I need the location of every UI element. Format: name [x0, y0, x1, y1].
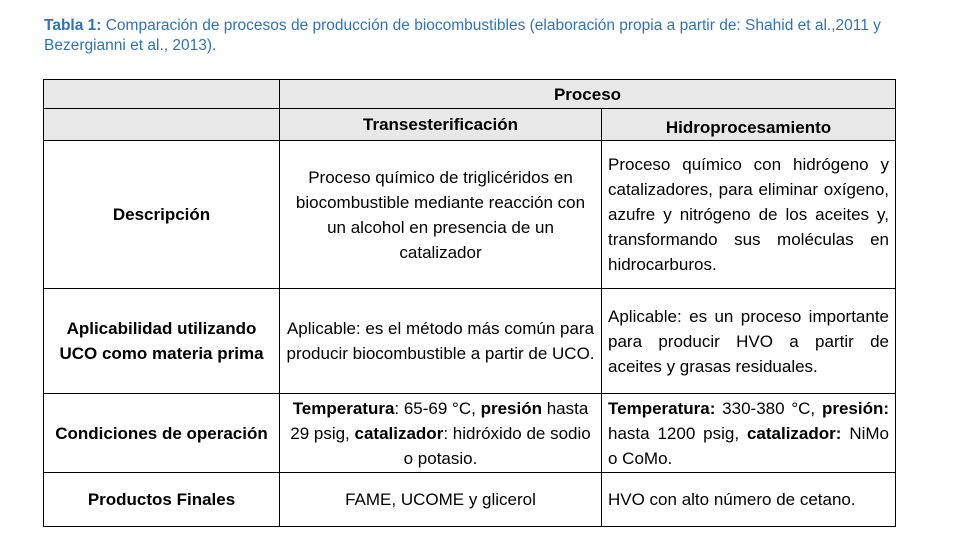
pressure-value: hasta 29 psig, [290, 398, 589, 443]
row-label-condiciones: Condiciones de operación [44, 394, 280, 473]
column-header-hidroprocesamiento: Hidroprocesamiento [602, 109, 896, 141]
cell-condiciones-trans [280, 394, 602, 473]
table-row [44, 394, 896, 473]
comparison-table [43, 79, 896, 527]
catalyst-value: NiMo o CoMo. [608, 423, 889, 468]
catalyst-label: catalizador [354, 423, 444, 443]
pressure-label: presión [480, 398, 542, 418]
pressure-label: presión: [821, 398, 889, 418]
column-header-transesterificacion: Transesterificación [280, 109, 602, 141]
temperature-label: Temperatura: [608, 398, 716, 418]
group-header: Proceso [280, 80, 896, 109]
pressure-value: hasta 1200 psig, [608, 423, 747, 443]
row-label-productos: Productos Finales [44, 473, 280, 527]
table-caption [44, 16, 924, 56]
empty-corner-cell [44, 80, 280, 109]
cell-descripcion-trans: Proceso químico de triglicéridos en biocombustible mediante reacción con un alcohol en presencia de un catalizador [280, 141, 602, 289]
table-row [44, 80, 896, 109]
catalyst-label: catalizador: [746, 423, 842, 443]
table-row [44, 141, 896, 289]
temperature-value: : 65-69 °C, [394, 398, 481, 418]
temperature-label: Temperatura [292, 398, 395, 418]
row-label-descripcion: Descripción [44, 141, 280, 289]
catalyst-value: : hidróxido de sodio o potasio. [403, 423, 591, 468]
empty-corner-cell [44, 109, 280, 141]
cell-productos-hidro: HVO con alto número de cetano. [602, 473, 896, 527]
caption-text: Comparación de procesos de producción de biocombustibles (elaboración propia a partir de: Shahid et al.,2011 y Bezergianni et al., 2013). [44, 17, 881, 54]
cell-condiciones-hidro [602, 394, 896, 473]
table-row [44, 473, 896, 527]
cell-descripcion-hidro: Proceso químico con hidrógeno y catalizadores, para eliminar oxígeno, azufre y nitrógeno de los aceites y, transformando sus moléculas en hidrocarburos. [602, 141, 896, 289]
cell-productos-trans: FAME, UCOME y glicerol [280, 473, 602, 527]
cell-aplicabilidad-hidro: Aplicable: es un proceso importante para producir HVO a partir de aceites y grasas residuales. [602, 289, 896, 394]
caption-label: Tabla 1: [44, 17, 102, 34]
row-label-aplicabilidad: Aplicabilidad utilizando UCO como materia prima [44, 289, 280, 394]
temperature-value: 330-380 °C, [715, 398, 822, 418]
table-row [44, 289, 896, 394]
table-row [44, 109, 896, 141]
cell-aplicabilidad-trans: Aplicable: es el método más común para producir biocombustible a partir de UCO. [280, 289, 602, 394]
